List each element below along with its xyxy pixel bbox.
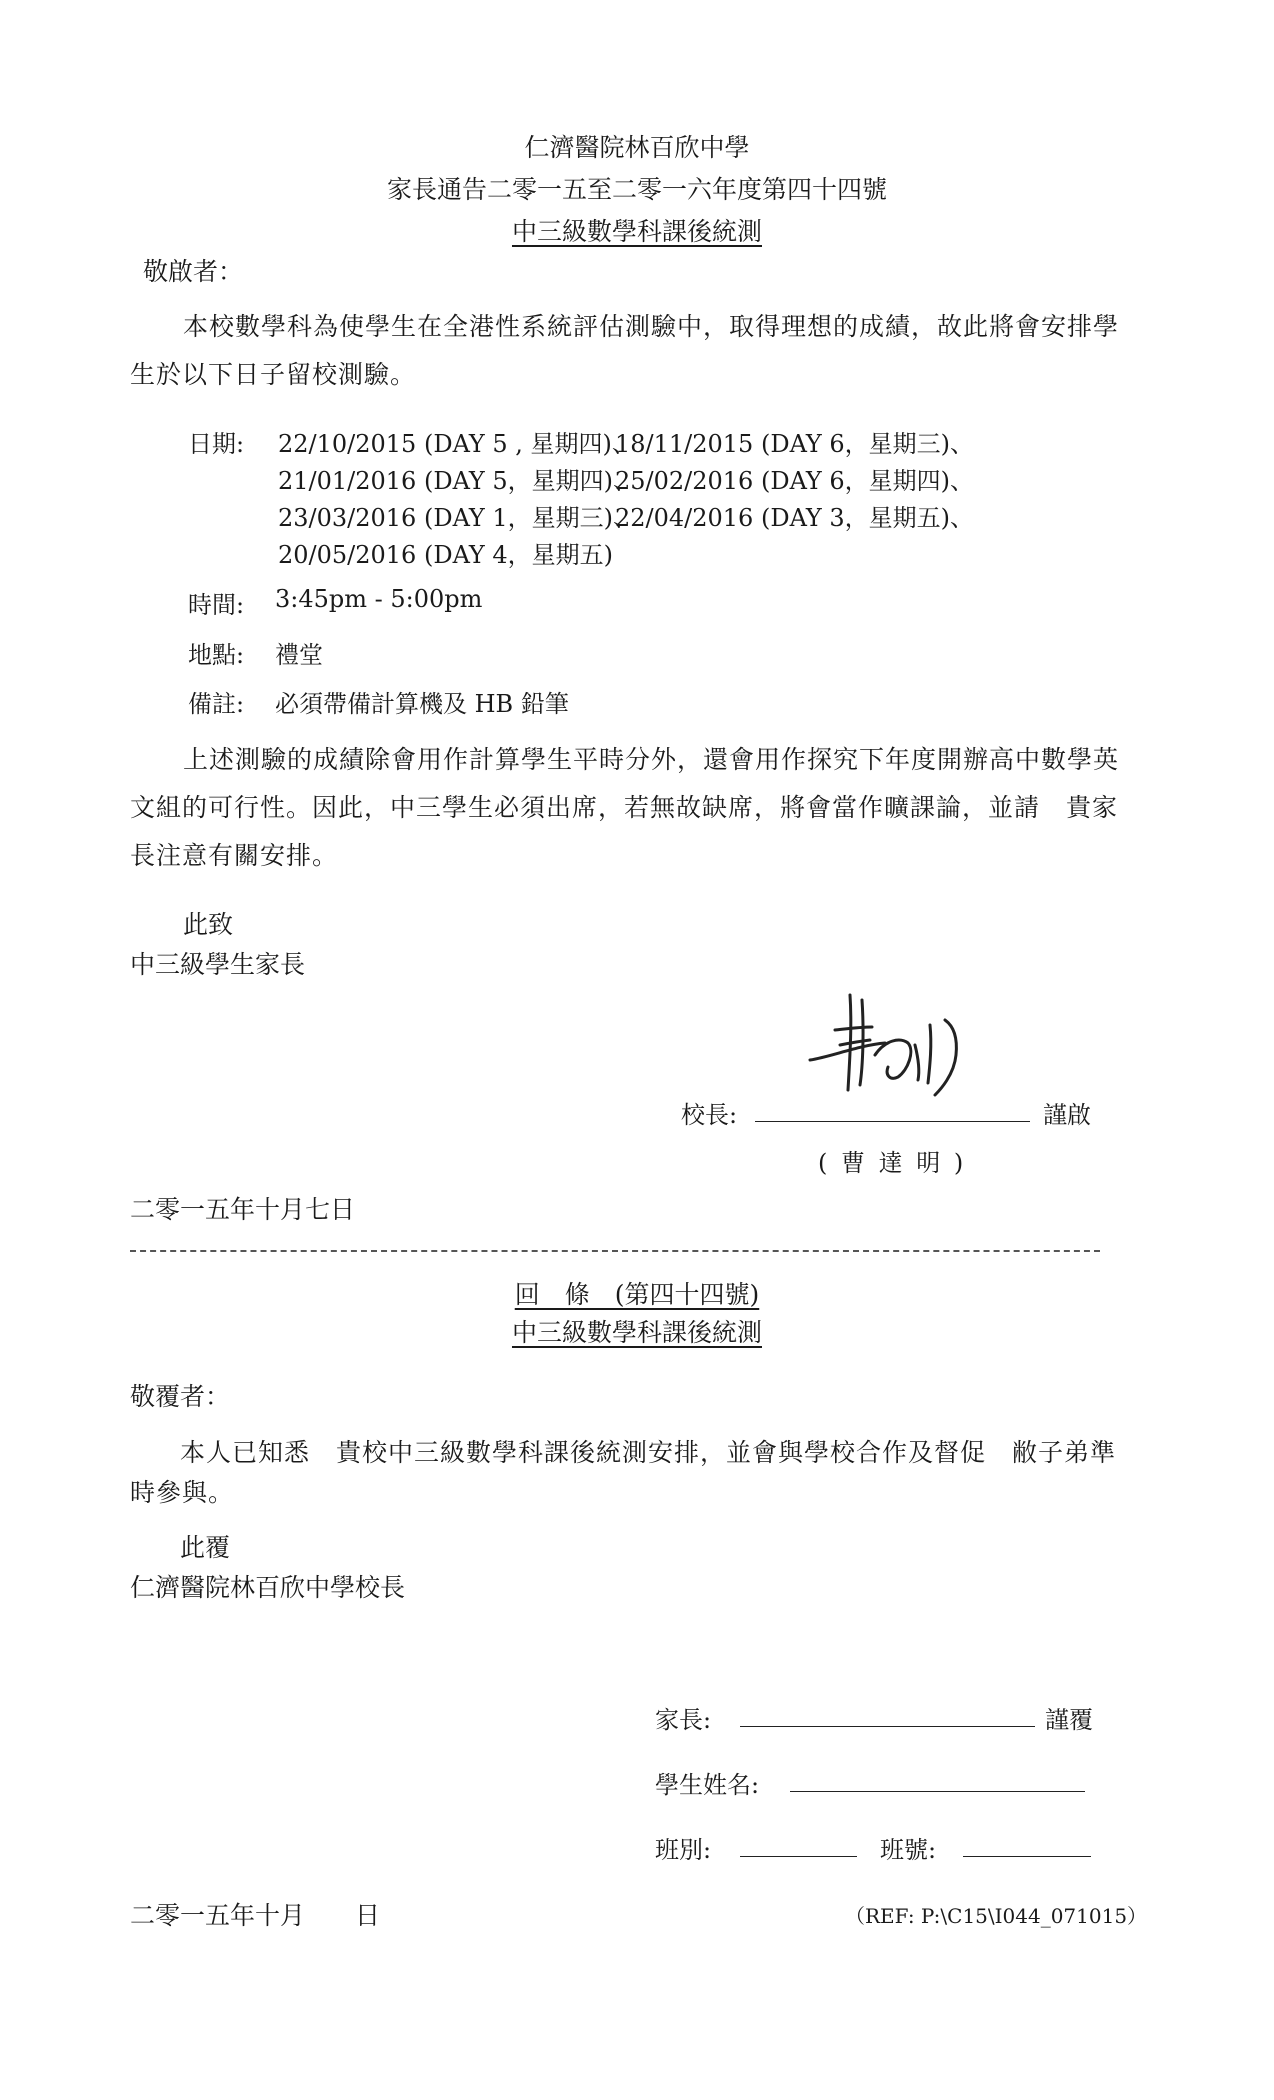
- principal-signature-line: [755, 1099, 1030, 1122]
- time-label: 時間:: [188, 591, 245, 619]
- school-name: 仁濟醫院林百欣中學: [524, 133, 750, 162]
- class-label: 班別:: [655, 1836, 712, 1864]
- venue-value: 禮堂: [275, 641, 323, 669]
- reply-title: 回 條 (第四十四號): [514, 1280, 760, 1309]
- student-name-field[interactable]: [790, 1769, 1085, 1792]
- venue-label: 地點:: [188, 641, 245, 669]
- reply-body-line-2: 時參與。: [130, 1478, 235, 1507]
- notice-number: 家長通告二零一五至二零一六年度第四十四號: [386, 175, 887, 204]
- notice-subject-wrap: [0, 212, 1274, 248]
- body-line-3: 長注意有關安排。: [130, 841, 339, 870]
- principal-name: ( 曹 達 明 ): [818, 1149, 967, 1177]
- date-item: 18/11/2015 (DAY 6，星期三)、: [615, 430, 975, 458]
- reply-subject: 中三級數學科課後統測: [511, 1318, 762, 1347]
- reply-closing: 此覆: [180, 1533, 231, 1562]
- parent-signature-field[interactable]: [740, 1704, 1035, 1727]
- intro-line-1: 本校數學科為使學生在全港性系統評估測驗中，取得理想的成績，故此將會安排學: [183, 312, 1120, 341]
- date-item: 21/01/2016 (DAY 5，星期四)、: [278, 467, 638, 495]
- class-number-label: 班號:: [880, 1836, 937, 1864]
- date-item: 25/02/2016 (DAY 6，星期四)、: [615, 467, 975, 495]
- remarks-value: 必須帶備計算機及 HB 鉛筆: [275, 690, 569, 718]
- date-item: 22/10/2015 (DAY 5 , 星期四)、: [278, 430, 636, 458]
- reply-recipient: 仁濟醫院林百欣中學校長: [130, 1573, 406, 1602]
- reply-greeting: 敬覆者：: [130, 1382, 231, 1411]
- reference-code: （REF: P:\C15\I044_071015）: [845, 1904, 1148, 1928]
- reply-body-line-1: 本人已知悉 貴校中三級數學科課後統測安排，並會與學校合作及督促 敝子弟準: [180, 1438, 1117, 1467]
- time-value: 3:45pm - 5:00pm: [275, 585, 483, 613]
- reply-subject-wrap: [0, 1313, 1274, 1349]
- notice-subject: 中三級數學科課後統測: [511, 217, 762, 246]
- cut-line: [130, 1250, 1100, 1252]
- body-line-1: 上述測驗的成績除會用作計算學生平時分外，還會用作探究下年度開辦高中數學英: [183, 745, 1120, 774]
- date-item: 22/04/2016 (DAY 3，星期五)、: [615, 504, 975, 532]
- date-item: 23/03/2016 (DAY 1，星期三)、: [278, 504, 638, 532]
- reply-date: 二零一五年十月 日: [130, 1901, 381, 1930]
- signoff: 謹啟: [1043, 1101, 1091, 1129]
- principal-signature: [790, 985, 990, 1115]
- recipient: 中三級學生家長: [130, 950, 306, 979]
- student-name-label: 學生姓名:: [655, 1771, 760, 1799]
- greeting: 敬啟者：: [143, 257, 244, 286]
- parent-signoff: 謹覆: [1045, 1706, 1093, 1734]
- reply-title-wrap: [0, 1275, 1274, 1311]
- notice-date: 二零一五年十月七日: [130, 1195, 356, 1224]
- remarks-label: 備註:: [188, 690, 245, 718]
- parent-label: 家長:: [655, 1706, 712, 1734]
- dates-label: 日期:: [188, 430, 245, 458]
- closing: 此致: [183, 910, 234, 939]
- class-number-field[interactable]: [963, 1834, 1091, 1857]
- class-field[interactable]: [740, 1834, 857, 1857]
- date-item: 20/05/2016 (DAY 4，星期五): [278, 541, 614, 569]
- intro-line-2: 生於以下日子留校測驗。: [130, 360, 417, 389]
- body-line-2: 文組的可行性。因此，中三學生必須出席，若無故缺席，將會當作曠課論，並請 貴家: [130, 793, 1119, 822]
- principal-label: 校長:: [681, 1101, 738, 1129]
